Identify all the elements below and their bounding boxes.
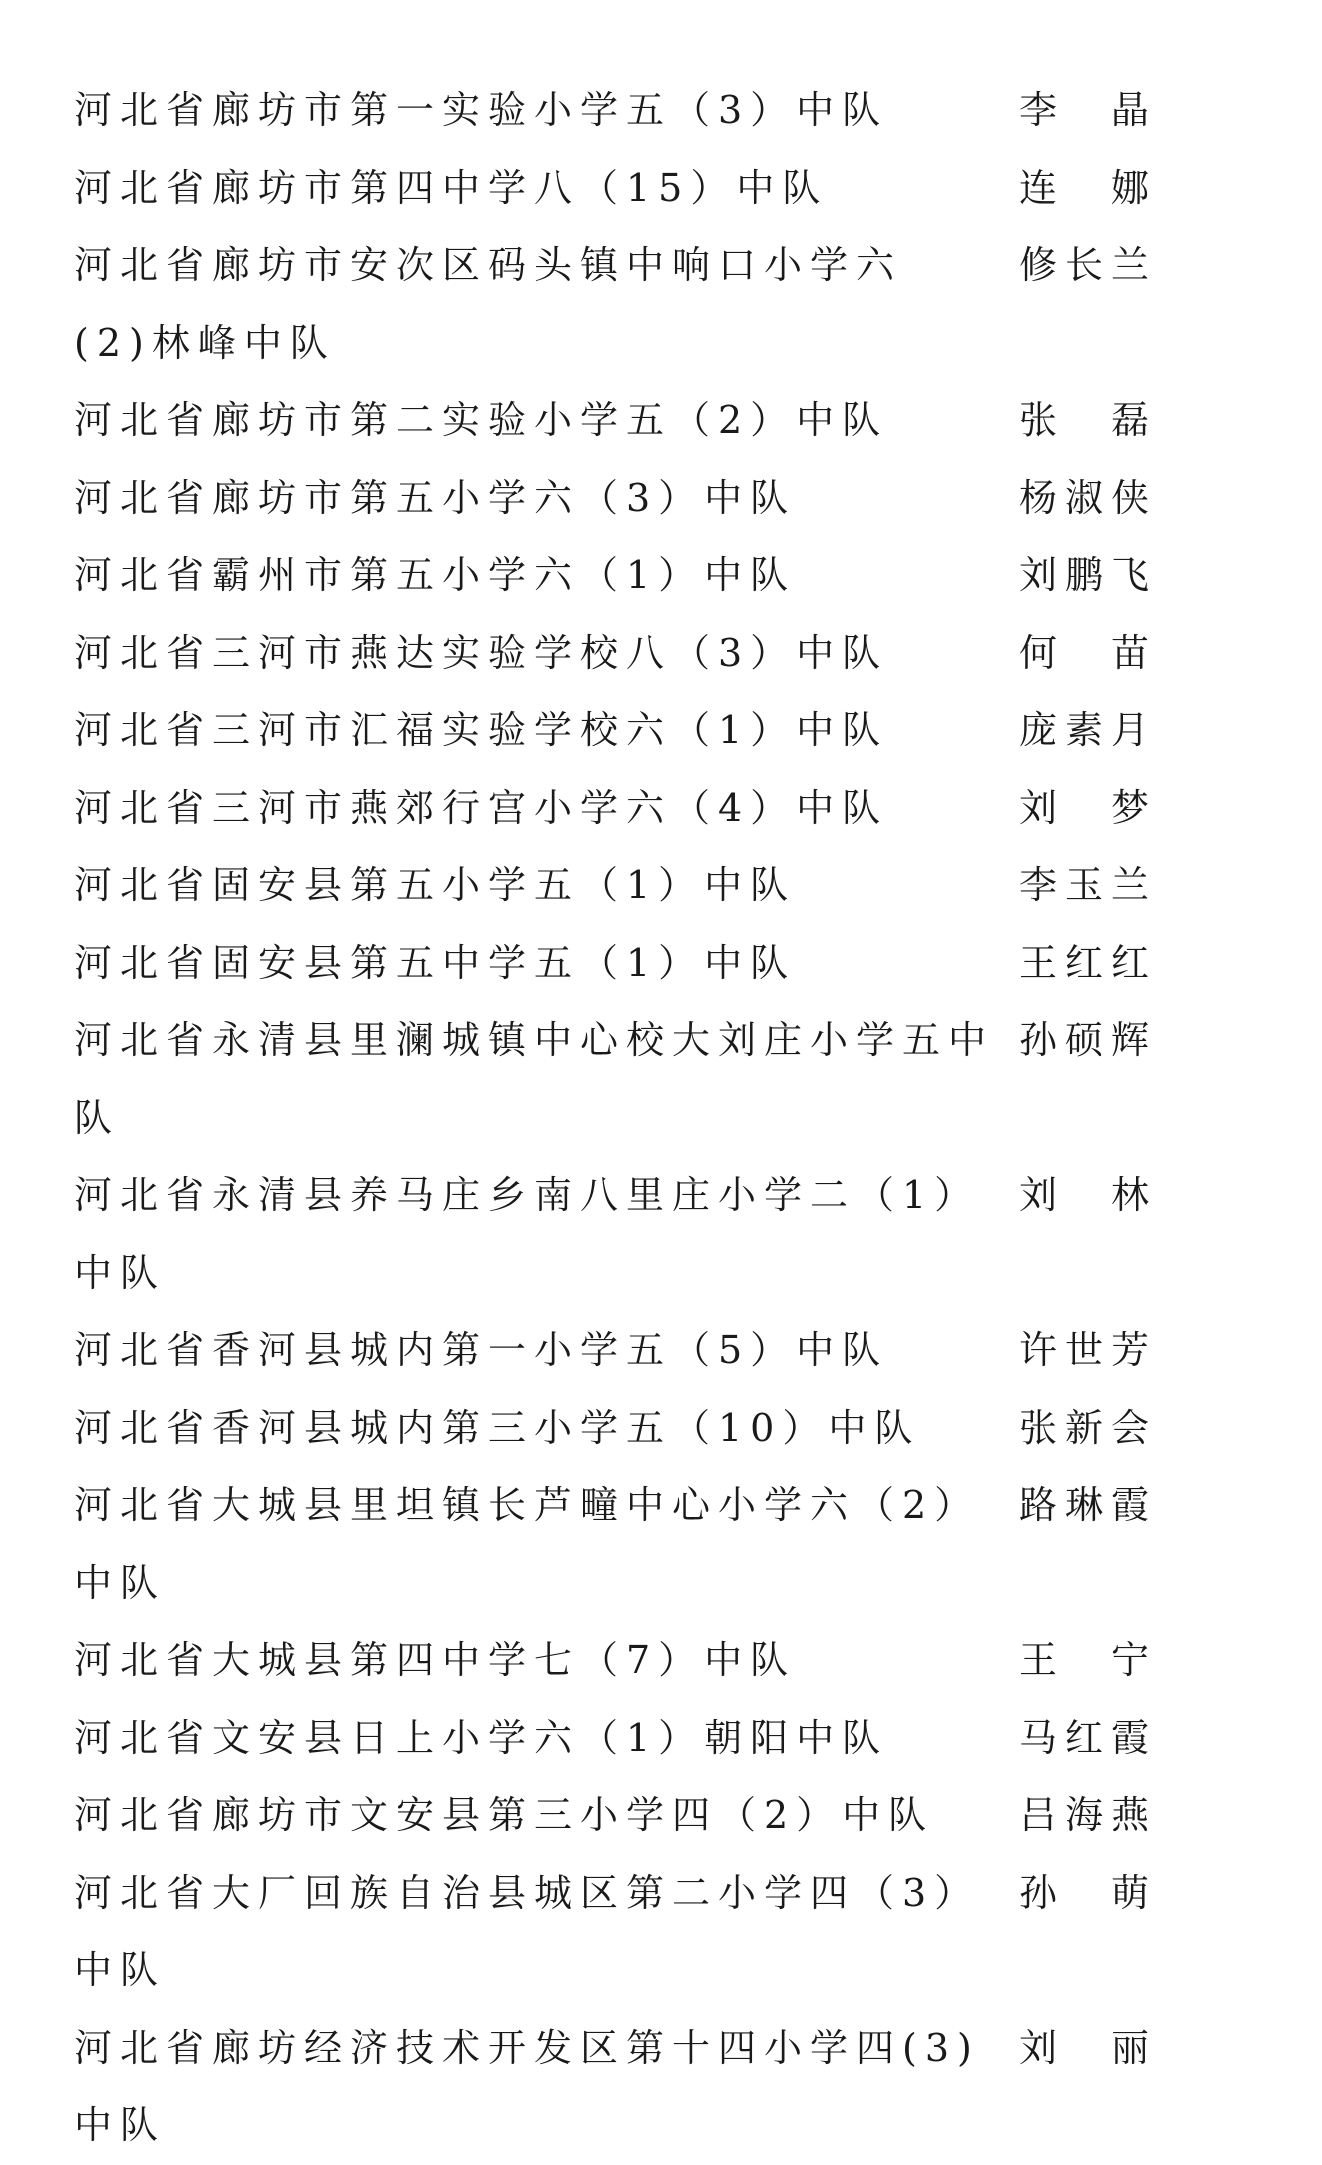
unit-name: 河北省三河市燕郊行宫小学六（4）中队: [74, 785, 889, 830]
unit-name: 河北省廊坊经济技术开发区第十四小学四(3)中队: [74, 2025, 980, 2147]
unit-name: 河北省三河市汇福实验学校六（1）中队: [74, 708, 889, 752]
list-item: [74, 770, 1204, 848]
person-name: 王 宁: [1019, 1638, 1149, 1682]
list-item: [74, 1622, 1204, 1700]
unit-name: 河北省廊坊市安次区码头镇中响口小学六(2)林峰中队: [74, 243, 903, 365]
list-item: [74, 1700, 1204, 1778]
unit-name: 河北省霸州市第五小学六（1）中队: [74, 553, 797, 597]
person-name: 李 晶: [1019, 88, 1149, 132]
person-name: 何 苗: [1019, 630, 1149, 675]
unit-name: 河北省廊坊市第四中学八（15）中队: [74, 165, 829, 210]
list-item: [74, 692, 1204, 770]
list-item: [74, 615, 1204, 693]
list-item: [74, 150, 1204, 228]
unit-name: 河北省香河县城内第一小学五（5）中队: [74, 1328, 889, 1372]
person-name: 路琳霞: [1019, 1483, 1149, 1527]
list-item: [74, 1390, 1204, 1468]
list-item: [74, 847, 1204, 925]
person-name: 刘 梦: [1019, 785, 1149, 830]
person-name: 庞素月: [1019, 708, 1149, 752]
list-item: [74, 1777, 1204, 1855]
person-name: 吕海燕: [1019, 1793, 1149, 1837]
unit-name: 河北省廊坊市第二实验小学五（2）中队: [74, 398, 889, 442]
person-name: 许世芳: [1019, 1328, 1149, 1372]
person-name: 孙硕辉: [1019, 1018, 1149, 1062]
person-name: 刘 林: [1019, 1173, 1149, 1217]
unit-name: 河北省香河县城内第三小学五（10）中队: [74, 1405, 921, 1450]
list-item: [74, 1312, 1204, 1390]
unit-name: 河北省永清县养马庄乡南八里庄小学二（1）中队: [74, 1173, 981, 1295]
list-item: [74, 460, 1204, 538]
list-item: [74, 72, 1204, 150]
person-name: 修长兰: [1019, 243, 1149, 287]
unit-name: 河北省大城县里坦镇长芦疃中心小学六（2）中队: [74, 1483, 981, 1605]
unit-name: 河北省廊坊市第一实验小学五（3）中队: [74, 88, 889, 132]
list-item: [74, 382, 1204, 460]
person-name: 李玉兰: [1019, 863, 1149, 907]
unit-name: 河北省廊坊市文安县第三小学四（2）中队: [74, 1793, 935, 1837]
person-name: 杨淑侠: [1019, 475, 1149, 520]
list-item: [74, 2010, 1204, 2165]
list-item: [74, 227, 1204, 382]
unit-name: 河北省固安县第五中学五（1）中队: [74, 940, 797, 985]
person-name: 马红霞: [1019, 1715, 1149, 1760]
person-name: 刘 丽: [1019, 2025, 1149, 2070]
honor-list: [74, 72, 1204, 2165]
list-item: [74, 537, 1204, 615]
list-item: [74, 1002, 1204, 1157]
list-item: [74, 1157, 1204, 1312]
person-name: 王红红: [1019, 940, 1149, 985]
unit-name: 河北省大厂回族自治县城区第二小学四（3）中队: [74, 1870, 981, 1992]
list-item: [74, 1467, 1204, 1622]
person-name: 张 磊: [1019, 398, 1149, 442]
person-name: 刘鹏飞: [1019, 553, 1149, 597]
unit-name: 河北省固安县第五小学五（1）中队: [74, 863, 797, 907]
unit-name: 河北省大城县第四中学七（7）中队: [74, 1638, 797, 1682]
unit-name: 河北省廊坊市第五小学六（3）中队: [74, 475, 797, 520]
list-item: [74, 1855, 1204, 2010]
person-name: 连 娜: [1019, 165, 1149, 210]
unit-name: 河北省永清县里澜城镇中心校大刘庄小学五中队: [74, 1018, 995, 1140]
unit-name: 河北省三河市燕达实验学校八（3）中队: [74, 630, 889, 675]
unit-name: 河北省文安县日上小学六（1）朝阳中队: [74, 1715, 889, 1760]
list-item: [74, 925, 1204, 1003]
person-name: 孙 萌: [1019, 1870, 1149, 1915]
person-name: 张新会: [1019, 1405, 1149, 1450]
